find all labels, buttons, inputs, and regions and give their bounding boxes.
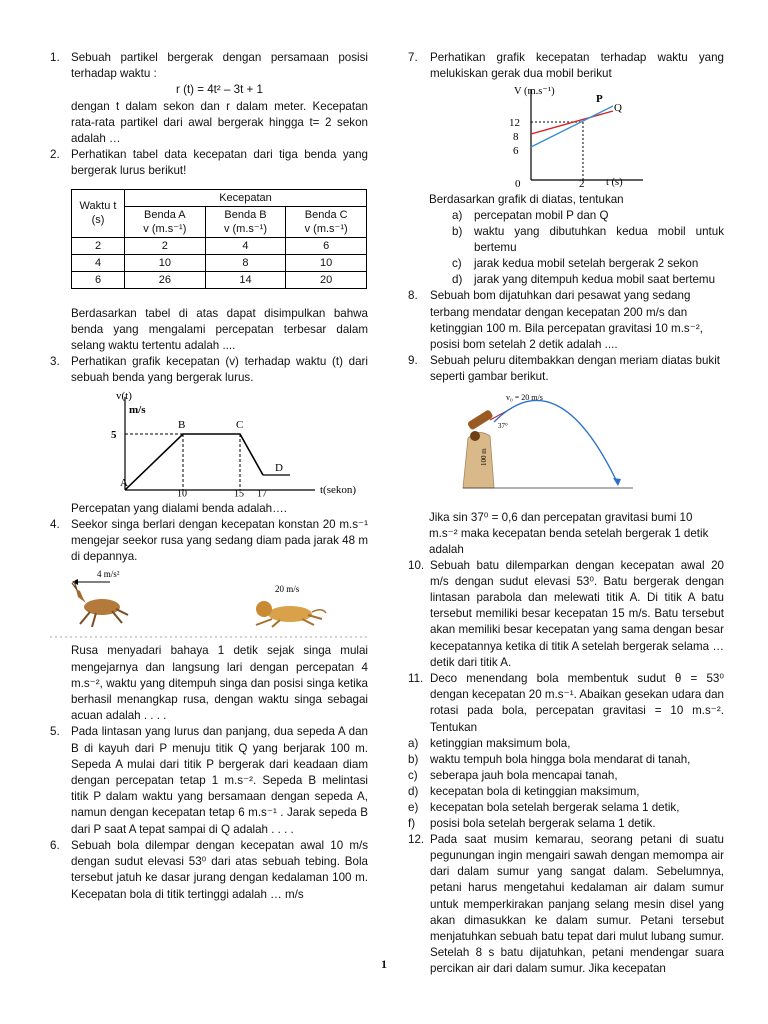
table-cell: 10 <box>125 254 206 271</box>
question-number: 11. <box>408 672 424 686</box>
question-number: 6. <box>50 838 60 852</box>
question-5 <box>50 724 368 837</box>
table-header-benda-a: Benda A v (m.s⁻¹) <box>125 206 206 237</box>
question-11 <box>408 671 724 736</box>
list-item: c) jarak kedua mobil setelah bergerak 2 sekon <box>452 257 699 271</box>
y-tick-label: 5 <box>111 428 117 441</box>
question-text: Sebuah peluru ditembakkan dengan meriam diatas bukit seperti gambar berikut. <box>430 354 721 384</box>
list-item: a) percepatan mobil P dan Q <box>452 209 609 223</box>
question-7-options <box>408 208 724 288</box>
deer-acceleration-label: 4 m/s² <box>97 569 120 580</box>
velocity-line <box>125 434 263 490</box>
table-cell: 10 <box>286 254 367 271</box>
x-axis-label: t(sekon) <box>320 483 357 496</box>
deer-lion-illustration <box>50 569 368 641</box>
question-11-options <box>408 736 724 832</box>
y-axis-label: V (m.s⁻¹) <box>514 86 555 98</box>
question-number: 12. <box>408 832 425 846</box>
point-label-b: B <box>178 418 186 431</box>
question-number: 8. <box>408 289 418 303</box>
table-cell: 4 <box>72 254 125 271</box>
question-9-continued: Jika sin 37⁰ = 0,6 dan percepatan gravitasi bumi 10 m.s⁻² maka kecepatan benda setelah bergerak 1 detik adalah <box>429 510 709 556</box>
table-header-benda-c: Benda C v (m.s⁻¹) <box>286 206 367 237</box>
car-p-line <box>531 106 613 147</box>
question-text: Sebuah bola dilempar dengan kecepatan awal 10 m/s dengan sudut elevasi 53⁰ dari atas sebuah tebing. Bola tersebut jatuh ke dasar jurang dengan kedalaman 100 m. Kecepatan bola di titik tertinggi adalah … m/s <box>71 838 368 901</box>
list-item: c) seberapa jauh bola mencapai tanah, <box>408 768 618 782</box>
question-number: 1. <box>50 51 60 64</box>
list-item: a) ketinggian maksimum bola, <box>408 736 571 750</box>
height-label: 100 m <box>480 447 488 466</box>
question-7 <box>408 50 724 82</box>
table-cell: 14 <box>205 271 286 288</box>
list-item: d) kecepatan bola di ketinggian maksimum, <box>408 784 640 798</box>
question-text: Perhatikan tabel data kecepatan dari tiga benda yang bergerak lurus berikut! <box>71 148 368 178</box>
y-tick-label: 8 <box>513 131 519 144</box>
cannon-projectile-illustration <box>408 388 724 506</box>
table-row <box>72 237 367 254</box>
velocity-table <box>71 189 367 289</box>
table-cell: 6 <box>286 237 367 254</box>
table-cell: 8 <box>205 254 286 271</box>
trajectory <box>494 400 618 484</box>
table-cell: 26 <box>125 271 206 288</box>
table-cell: 20 <box>286 271 367 288</box>
question-number: 3. <box>50 355 60 369</box>
right-column <box>408 50 724 978</box>
x-tick-label: 10 <box>177 488 187 499</box>
lion-speed-label: 20 m/s <box>275 584 300 595</box>
deer-icon <box>72 581 128 627</box>
question-number: 5. <box>50 725 60 739</box>
question-7-prompt: Berdasarkan grafik di diatas, tentukan <box>429 193 624 207</box>
question-number: 7. <box>408 51 418 64</box>
question-text: Sebuah batu dilemparkan dengan kecepatan awal 20 m/s dengan sudut elevasi 53⁰. Batu bergerak dengan lintasan parabola dan melewati titik A. Di titik A batu tersebut memiliki besar kecepatan 15 m/s. Batu tersebut akan memiliki besar kecepatan yang sama dengan besar kecepatannya ketika di titik A setelah bergerak selama … detik dari titik A. <box>430 558 724 669</box>
question-number: 10. <box>408 558 425 572</box>
point-label-d: D <box>275 461 283 474</box>
trajectory-arrowhead <box>613 478 621 486</box>
list-item: f) posisi bola setelah bergerak selama 1 detik. <box>408 816 656 830</box>
question-text: Perhatikan grafik kecepatan (v) terhadap waktu (t) dari sebuah benda yang bergerak lurus. <box>71 355 368 385</box>
table-cell: 6 <box>72 271 125 288</box>
left-column <box>50 50 368 903</box>
table-cell: 2 <box>72 237 125 254</box>
table-cell: 2 <box>125 237 206 254</box>
velocity-time-graph <box>50 387 368 499</box>
question-2-conclusion: Berdasarkan tabel di atas dapat disimpulkan bahwa benda yang mengalami percepatan terbesar dalam selang waktu tertentu adalah .... <box>71 306 368 353</box>
list-item: d) jarak yang ditempuh kedua mobil saat bertemu <box>452 273 716 287</box>
question-3 <box>50 354 368 386</box>
question-number: 9. <box>408 354 418 368</box>
table-row <box>72 254 367 271</box>
angle-label: 37° <box>498 421 508 430</box>
lion-icon <box>256 601 326 627</box>
y-tick-label: 12 <box>509 117 520 130</box>
question-9 <box>408 353 724 385</box>
question-3-prompt: Percepatan yang dialami benda adalah…. <box>71 501 287 515</box>
question-2 <box>50 147 368 179</box>
y-axis-unit: m/s <box>129 403 146 416</box>
x-tick-label: 0 <box>515 178 521 191</box>
question-4 <box>50 517 368 566</box>
table-header-waktu: Waktu t (s) <box>72 189 125 237</box>
two-car-velocity-graph <box>408 82 724 190</box>
question-8 <box>408 288 724 353</box>
x-axis-label: t (s) <box>606 177 623 189</box>
question-4-continued: Rusa menyadari bahaya 1 detik sejak singa mulai mengejarnya dan langsung lari dengan percepatan 4 m.s⁻², waktu yang ditempuh singa dan posisi singa ketika berhasil menangkap rusa, dengan waktu singa sebagai acuan adalah . . . . <box>71 644 368 723</box>
question-number: 4. <box>50 517 60 531</box>
x-tick-label: 17 <box>257 488 267 499</box>
page-number: 1 <box>381 957 387 971</box>
y-tick-label: 6 <box>513 145 519 158</box>
y-axis-label: v(t) <box>116 389 132 402</box>
question-12 <box>408 832 724 978</box>
question-text: Sebuah bom dijatuhkan dari pesawat yang sedang terbang mendatar dengan kecepatan 200 m/s dan ketinggian 100 m. Bila percepatan gravitasi 10 m.s⁻², posisi bom setelah 2 detik adalah .... <box>430 289 703 352</box>
table-row <box>72 271 367 288</box>
question-text: Pada lintasan yang lurus dan panjang, dua sepeda A dan B di kayuh dari P menuju titik Q yang berjarak 100 m. Sepeda A mulai dari titik P bergerak dari keadaan diam dengan percepatan tetap 1 m.s⁻². Sepeda B melintasi titik P dalam waktu yang bersamaan dengan sepeda A, namun dengan kecepatan tetap 6 m.s⁻¹ . Jarak sepeda B dari P saat A tepat sampai di Q adalah . . . . <box>71 725 368 836</box>
point-label-a: A <box>120 476 128 489</box>
table-cell: 4 <box>205 237 286 254</box>
hill <box>463 432 494 488</box>
question-text: Seekor singa berlari dengan kecepatan konstan 20 m.s⁻¹ mengejar seekor rusa yang sedang diam pada jarak 48 m di depannya. <box>71 517 368 564</box>
initial-velocity-label: v₀ = 20 m/s <box>506 392 543 402</box>
question-text: Deco menendang bola membentuk sudut θ = 53⁰ dengan kecepatan 20 m.s⁻¹. Abaikan gesekan udara dan rotasi pada bola, percepatan gravitasi = 10 m.s⁻². Tentukan <box>430 672 724 734</box>
question-6 <box>50 838 368 903</box>
question-text: Sebuah partikel bergerak dengan persamaan posisi terhadap waktu : <box>71 51 368 81</box>
list-item: b) waktu tempuh bola hingga bola mendarat di tanah, <box>408 752 691 766</box>
table-header-kecepatan: Kecepatan <box>125 189 367 206</box>
question-text: Perhatikan grafik kecepatan terhadap waktu yang melukiskan gerak dua mobil berikut <box>430 51 724 81</box>
point-label-c: C <box>236 418 244 431</box>
equation: r (t) = 4t² – 3t + 1 <box>176 83 263 97</box>
question-10 <box>408 558 724 671</box>
line-label-p: P <box>596 93 603 106</box>
question-text: Pada saat musim kemarau, seorang petani di suatu pegunungan ingin mengairi sawah dengan memompa air dari dalam sumur yang sangat dalam. Sebelumnya, petani harus mengetahui kedalaman air dalam sumur untuk memperkirakan panjang selang mesin disel yang akan dimasukkan ke dalam sumur. Petani tersebut menjatuhkan sebuah batu tepat dari mulut lubang sumur. Setelah 8 s batu dijatuhkan, petani mendengar suara percikan air dari dalam sumur. Jika kecepatan <box>430 832 724 976</box>
question-text-continued: dengan t dalam sekon dan r dalam meter. Kecepatan rata-rata partikel dari awal bergerak hingga t= 2 sekon adalah … <box>71 99 368 146</box>
question-number: 2. <box>50 148 60 162</box>
x-tick-label: 2 <box>579 178 585 191</box>
list-item: b) waktu yang dibutuhkan kedua mobil untuk bertemu <box>452 225 724 255</box>
list-item: e) kecepatan bola setelah bergerak selama 1 detik, <box>408 800 680 814</box>
x-tick-label: 15 <box>234 488 244 499</box>
line-label-q: Q <box>614 102 622 115</box>
question-1 <box>50 50 368 147</box>
table-header-benda-b: Benda B v (m.s⁻¹) <box>205 206 286 237</box>
